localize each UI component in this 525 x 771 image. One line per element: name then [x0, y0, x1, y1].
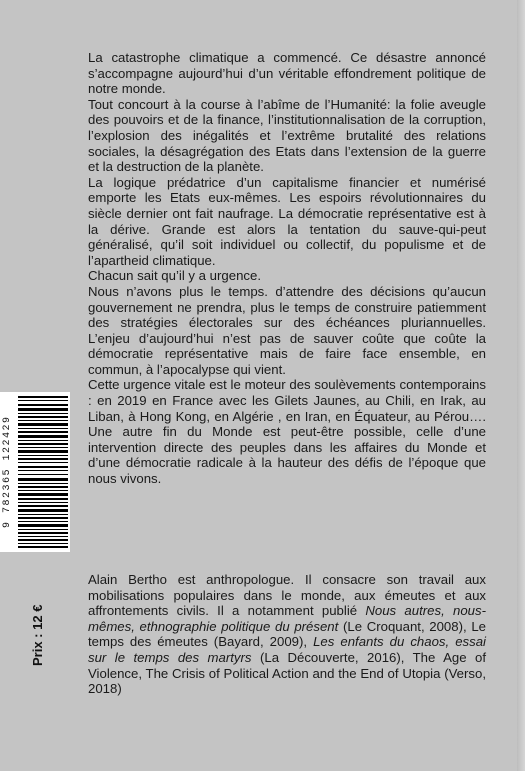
- blurb-paragraph: La catastrophe climatique a commencé. Ce désastre annoncé s’accompagne aujourd’hui d’un véritable effondrement politique de notre monde.: [88, 50, 486, 97]
- spine-edge: [517, 0, 525, 771]
- blurb-paragraph: La logique prédatrice d’un capitalisme financier et numérisé emporte les Etats eux-mêmes. Les espoirs révolutionnaires du siècle dernier ont fait naufrage. La démocratie représentative est à la dérive. Grande est alors la tentation du sauve-qui-peut généralisé, qu’il soit individuel ou collectif, du populisme et de l’apartheid climatique.: [88, 174, 486, 268]
- blurb-paragraph: Cette urgence vitale est le moteur des soulèvements contemporains : en 2019 en France avec les Gilets Jaunes, au Chili, en Irak, au Liban, à Hong Kong, en Algérie , en Iran, en Équateur, au Pérou…. Une autre fin du Monde est peut-être possible, celle d’une intervention directe des peuples dans les affaires du Monde et d’une démocratie radicale à la hauteur des défis de l’époque que nous vivons.: [88, 377, 486, 487]
- barcode-bars: [18, 396, 68, 548]
- price-label: Prix : 12 €: [30, 604, 45, 666]
- bio-text: (Le Croquant, 2008), Le temps des émeutes (Bayard, 2009),: [88, 618, 486, 650]
- bio-text: (La Découverte, 2016), The Age of Violence, The Crisis of Political Action and the End of Utopia (Verso, 2018): [88, 649, 486, 697]
- bio-book-title: Les enfants du chaos, essai sur le temps des martyrs: [88, 634, 486, 665]
- bio-text: Alain Bertho est anthropologue. Il consacre son travail aux mobilisations populaires dans le monde, aux émeutes et aux affrontements civils. Il a notamment publié: [88, 572, 486, 619]
- blurb-paragraph: Nous n’avons plus le temps. d’attendre des décisions qu’aucun gouvernement ne prendra, plus le temps de construire patiemment des stratégies électorales sur des échéances pluriannuelles. L’enjeu d’aujourd’hui n’est pas de sauver coûte que coûte la démocratie représentative mais de faire face ensemble, en commun, à l’apocalypse qui vient.: [88, 283, 486, 377]
- author-bio: [88, 572, 486, 697]
- blurb: [88, 50, 486, 487]
- blurb-paragraph: Tout concourt à la course à l’abîme de l’Humanité: la folie aveugle des pouvoirs et de la finance, l’institutionnalisation de la corruption, l’explosion des inégalités et l’extrême brutalité des relations sociales, la désagrégation des Etats dans l’extension de la guerre et la destruction de la planète.: [88, 96, 486, 175]
- bio-book-title: Nous autres, nous-mêmes, ethnographie politique du présent: [88, 603, 486, 634]
- barcode-digits: 9 782365 122429: [2, 415, 13, 529]
- blurb-paragraph: Chacun sait qu’il y a urgence.: [88, 268, 262, 284]
- isbn-barcode: [0, 392, 70, 552]
